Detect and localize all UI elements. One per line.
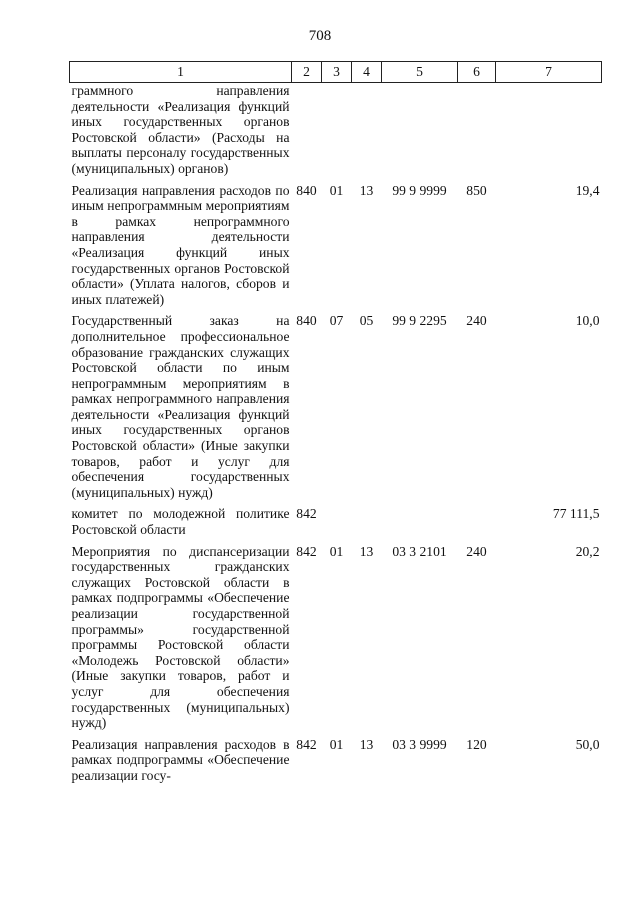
- row-description: граммного направления деятельности «Реализация функций иных государственных органов Ростовской области» (Расходы на выплаты персоналу государственных (муниципальных) органов): [71, 83, 290, 176]
- column-header: 3: [322, 62, 352, 83]
- row-description: Реализация направления расходов по иным непрограммным мероприятиям в рамках непрограммного направления деятельности «Реализация функций иных государственных органов Ростовской области» (Уплата налогов, сборов и иных платежей): [71, 182, 290, 307]
- cell-amount: [496, 83, 602, 177]
- cell-subsection: 13: [359, 543, 374, 559]
- column-header: 4: [352, 62, 382, 83]
- cell-target-article: [382, 83, 458, 177]
- row-description: комитет по молодежной политике Ростовской области: [71, 506, 290, 538]
- page-number: 708: [308, 28, 332, 44]
- cell-target-article: [382, 500, 458, 537]
- cell-target-article: 99 9 9999: [392, 182, 447, 198]
- cell-expense-type: 240: [466, 543, 487, 559]
- column-header: 6: [458, 62, 496, 83]
- cell-amount: 77 111,5: [552, 506, 600, 522]
- cell-target-article: 99 9 2295: [392, 313, 447, 329]
- cell-section: 07: [329, 313, 344, 329]
- cell-ministry-code: 842: [296, 506, 317, 522]
- cell-ministry-code: 840: [296, 313, 317, 329]
- budget-table: [69, 61, 602, 784]
- table-row: [70, 538, 602, 731]
- cell-ministry-code: 840: [296, 182, 317, 198]
- column-header: 1: [70, 62, 292, 83]
- table-row: [70, 500, 602, 537]
- cell-ministry-code: 842: [296, 736, 317, 752]
- cell-expense-type: [458, 83, 496, 177]
- table-row: [70, 731, 602, 784]
- cell-section: 01: [329, 543, 344, 559]
- cell-expense-type: 240: [466, 313, 487, 329]
- table-row: [70, 177, 602, 308]
- cell-subsection: [352, 500, 382, 537]
- cell-expense-type: 120: [466, 736, 487, 752]
- column-header: 7: [496, 62, 602, 83]
- cell-target-article: 03 3 2101: [392, 543, 447, 559]
- table-row: [70, 83, 602, 177]
- cell-subsection: 13: [359, 736, 374, 752]
- cell-amount: 50,0: [575, 736, 600, 752]
- row-description: Государственный заказ на дополнительное профессиональное образование гражданских служащих Ростовской области по иным непрограммным мероприятиям в рамках непрограммного направления деятельности «Реализация функций иных государственных органов Ростовской области» (Иные закупки товаров, работ и услуг для обеспечения государственных (муниципальных) нужд): [71, 313, 290, 500]
- table-row: [70, 307, 602, 500]
- cell-amount: 10,0: [575, 313, 600, 329]
- cell-section: [322, 83, 352, 177]
- table-header-row: [70, 62, 602, 83]
- cell-section: 01: [329, 736, 344, 752]
- cell-expense-type: [458, 500, 496, 537]
- row-description: Реализация направления расходов в рамках подпрограммы «Обеспечение реализации госу-: [71, 736, 290, 783]
- cell-section: 01: [329, 182, 344, 198]
- column-header: 2: [292, 62, 322, 83]
- cell-amount: 19,4: [575, 182, 600, 198]
- cell-amount: 20,2: [575, 543, 600, 559]
- cell-subsection: [352, 83, 382, 177]
- row-description: Мероприятия по диспансеризации государственных гражданских служащих Ростовской области в рамках подпрограммы «Обеспечение реализации государственной программы» государственной программы Ростовской области «Молодежь Ростовской области» (Иные закупки товаров, работ и услуг для обеспечения государственных (муниципальных) нужд): [71, 543, 290, 731]
- cell-ministry-code: [292, 83, 322, 177]
- cell-ministry-code: 842: [296, 543, 317, 559]
- cell-subsection: 13: [359, 182, 374, 198]
- cell-section: [322, 500, 352, 537]
- cell-expense-type: 850: [466, 182, 487, 198]
- column-header: 5: [382, 62, 458, 83]
- cell-subsection: 05: [359, 313, 374, 329]
- cell-target-article: 03 3 9999: [392, 736, 447, 752]
